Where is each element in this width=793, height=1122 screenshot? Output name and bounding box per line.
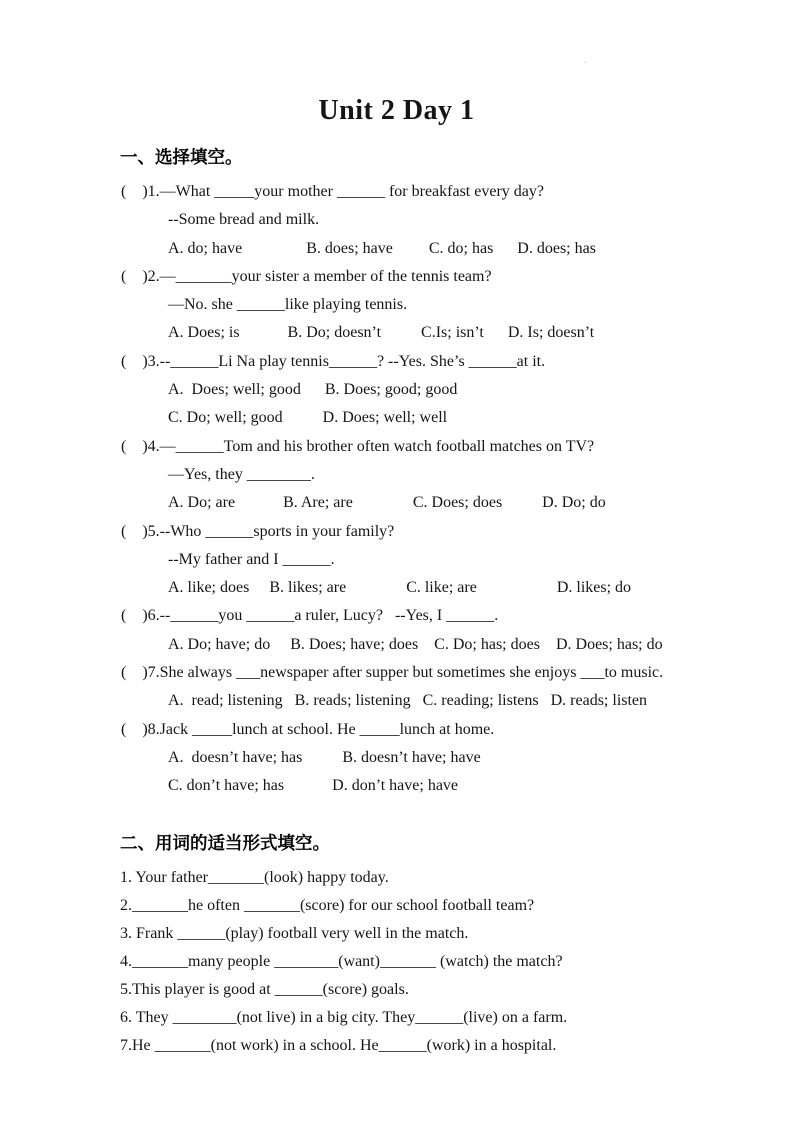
q4-options: A. Do; are B. Are; are C. Does; does D. Do; do: [168, 494, 606, 512]
q5-reply: --My father and I ______.: [168, 550, 335, 568]
q7-stem: ( )7.She always ___newspaper after supper but sometimes she enjoys ___to music.: [121, 664, 664, 682]
q3-options-ab: A. Does; well; good B. Does; good; good: [168, 381, 458, 399]
q1-stem: ( )1.—What _____your mother ______ for breakfast every day?: [121, 183, 544, 200]
q2-options: A. Does; is B. Do; doesn’t C.Is; isn’t D. Is; doesn’t: [168, 324, 595, 342]
fill-item-6: 6. They ________(not live) in a big city. They______(live) on a farm.: [120, 1008, 568, 1026]
q8-options-ab: A. doesn’t have; has B. doesn’t have; have: [168, 748, 481, 766]
q1-options: A. do; have B. does; have C. do; has D. does; has: [168, 239, 596, 257]
q8-options-cd: C. don’t have; has D. don’t have; have: [168, 777, 459, 795]
q6-options: A. Do; have; do B. Does; have; does C. Do; has; does D. Does; has; do: [168, 635, 663, 653]
corner-dot-mark: ·: [584, 58, 588, 69]
q8-stem: ( )8.Jack _____lunch at school. He _____lunch at home.: [121, 720, 495, 738]
fill-item-3: 3. Frank ______(play) football very well in the match.: [120, 924, 469, 942]
q2-stem: ( )2.—_______your sister a member of the tennis team?: [121, 267, 492, 285]
q3-options-cd: C. Do; well; good D. Does; well; well: [168, 409, 448, 427]
q1-reply: --Some bread and milk.: [168, 211, 320, 229]
q7-options: A. read; listening B. reads; listening C. reading; listens D. reads; listen: [168, 692, 648, 710]
q5-stem: ( )5.--Who ______sports in your family?: [121, 522, 395, 540]
fill-item-7: 7.He _______(not work) in a school. He______(work) in a hospital.: [120, 1036, 557, 1054]
fill-item-5: 5.This player is good at ______(score) goals.: [120, 980, 409, 998]
section1-heading: 一、选择填空。: [120, 147, 243, 167]
q6-stem: ( )6.--______you ______a ruler, Lucy? --Yes, I ______.: [121, 607, 499, 625]
fill-item-2: 2._______he often _______(score) for our school football team?: [120, 896, 535, 914]
section2-heading: 二、用词的适当形式填空。: [120, 832, 330, 853]
section-fill-in-blanks: [0, 830, 793, 1060]
fill-item-1: 1. Your father_______(look) happy today.: [120, 868, 389, 886]
q4-reply: —Yes, they ________.: [168, 465, 315, 483]
q2-reply: —No. she ______like playing tennis.: [168, 296, 408, 314]
section-multiple-choice: [0, 144, 793, 801]
fill-item-4: 4._______many people ________(want)_______ (watch) the match?: [120, 952, 563, 970]
q4-stem: ( )4.—______Tom and his brother often watch football matches on TV?: [121, 437, 595, 455]
page-title: Unit 2 Day 1: [318, 95, 475, 126]
q3-stem: ( )3.--______Li Na play tennis______? --Yes. She’s ______at it.: [121, 352, 546, 370]
q5-options: A. like; does B. likes; are C. like; are D. likes; do: [168, 579, 632, 597]
